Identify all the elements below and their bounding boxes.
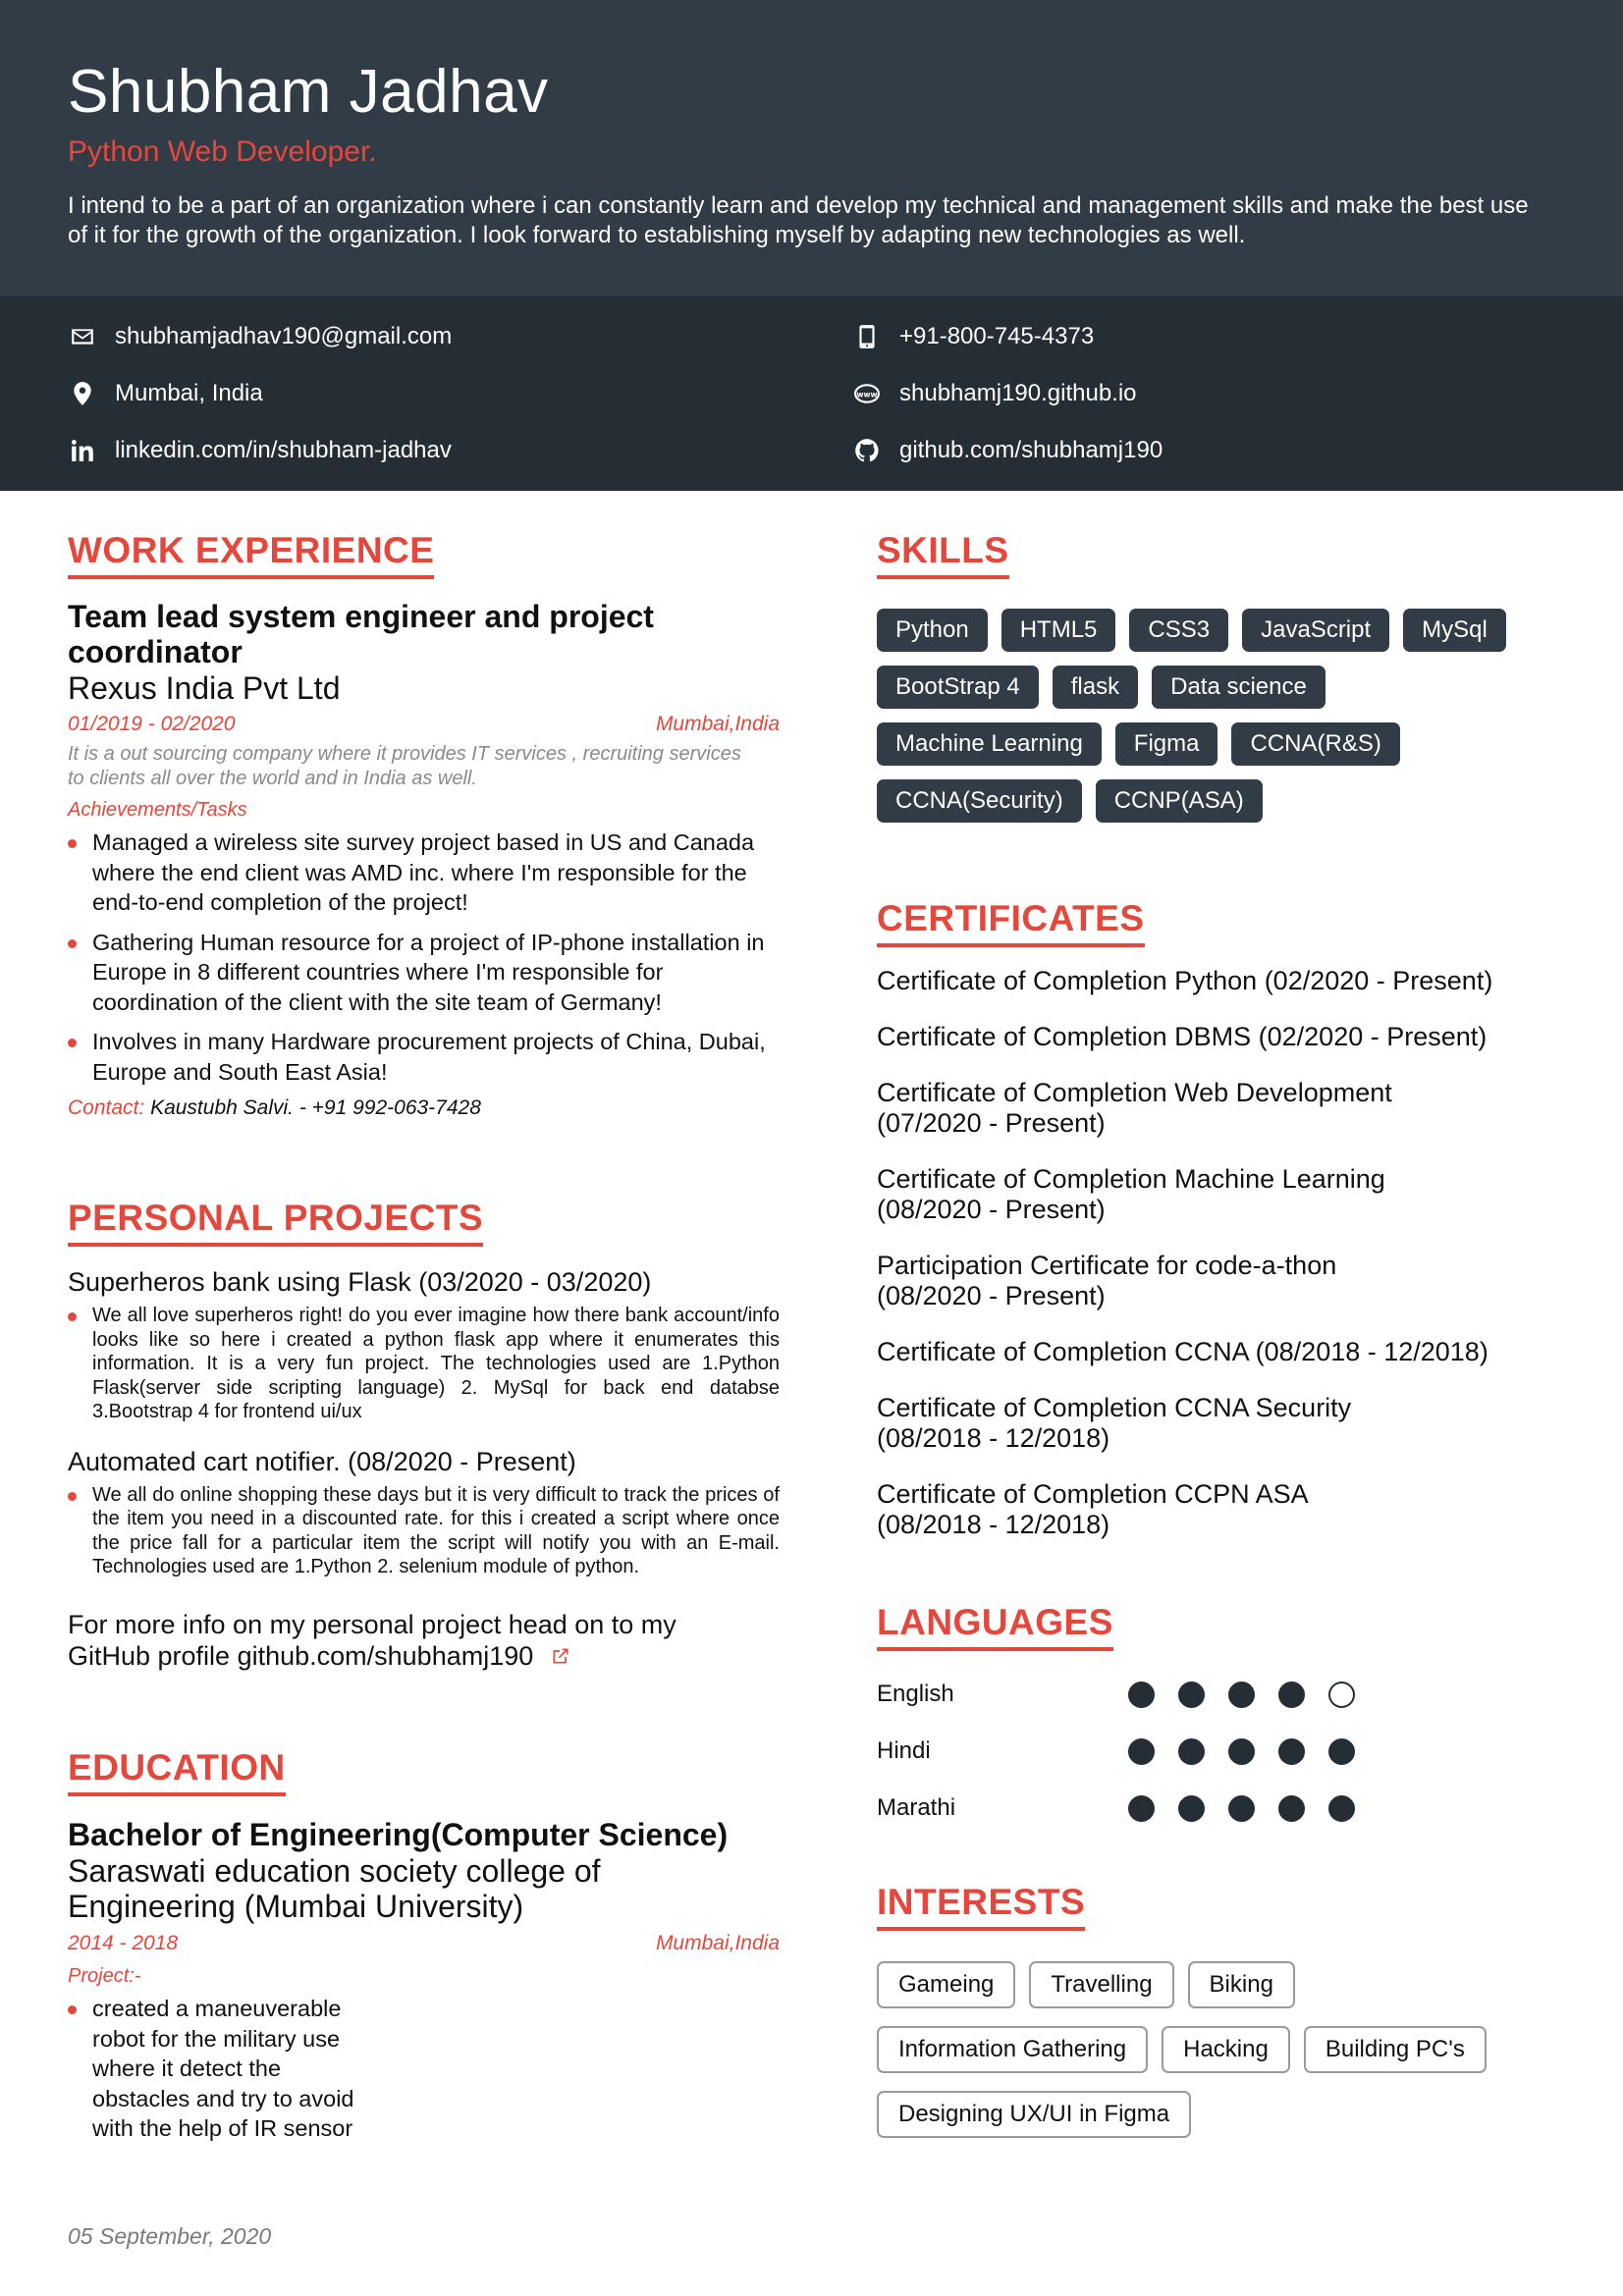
interests-heading: INTERESTS — [877, 1882, 1085, 1931]
level-dot-filled — [1328, 1738, 1355, 1765]
work-entry — [68, 599, 780, 1120]
reference-contact-label: Contact: — [68, 1096, 145, 1119]
skill-tag: Figma — [1115, 722, 1218, 766]
skills-list — [877, 609, 1525, 823]
certificate-item: Certificate of Completion Web Development (07/2020 - Present) — [877, 1078, 1392, 1138]
more-info-text[interactable]: For more info on my personal project head on to my GitHub profile github.com/shubhamj190 — [68, 1609, 676, 1671]
linkedin-icon — [68, 436, 97, 465]
work-experience-heading: WORK EXPERIENCE — [68, 530, 434, 579]
project-title: Automated cart notifier. (08/2020 - Present) — [68, 1446, 576, 1476]
level-dot-filled — [1178, 1738, 1205, 1765]
website-text: shubhamj190.github.io — [899, 380, 1137, 406]
summary: I intend to be a part of an organization where i can constantly learn and develop my technical and management skills and make the best use of it for the growth of the organization. I look forward to establishing myself by adapting new technologies as well. — [68, 192, 1529, 248]
skill-tag: flask — [1053, 666, 1138, 709]
level-dot-filled — [1128, 1682, 1155, 1708]
skill-tag: Machine Learning — [877, 722, 1102, 766]
interest-tag: Gameing — [877, 1961, 1015, 2008]
skill-tag: BootStrap 4 — [877, 666, 1039, 709]
www-globe-icon — [852, 379, 882, 408]
education-location: Mumbai,India — [655, 1932, 780, 1954]
header — [0, 0, 1623, 296]
level-dot-filled — [1278, 1682, 1305, 1708]
interest-tag: Travelling — [1029, 1961, 1173, 2008]
footer-date: 05 September, 2020 — [68, 2223, 272, 2249]
achievements-list — [68, 828, 780, 1087]
certificates-heading: CERTIFICATES — [877, 898, 1145, 947]
phone-text: +91-800-745-4373 — [899, 323, 1095, 349]
certificate-item: Certificate of Completion Machine Learning (08/2020 - Present) — [877, 1164, 1385, 1224]
education-dates: 2014 - 2018 — [68, 1932, 179, 1954]
github-icon — [852, 436, 882, 465]
level-dot-filled — [1178, 1682, 1205, 1708]
level-dot-empty — [1328, 1682, 1355, 1708]
language-name: Hindi — [877, 1737, 931, 1764]
level-dot-filled — [1228, 1738, 1255, 1765]
contact-bar — [0, 296, 1623, 491]
education-heading: EDUCATION — [68, 1747, 286, 1796]
contact-phone[interactable] — [852, 322, 1094, 351]
interest-tag: Biking — [1188, 1961, 1295, 2008]
list-item: created a maneuverable robot for the military use where it detect the obstacles and try to avoid with the help of IR sensor — [68, 1994, 382, 2144]
projects-list — [68, 1266, 780, 1673]
list-item: Involves in many Hardware procurement projects of China, Dubai, Europe and South East Asia! — [68, 1027, 780, 1087]
language-row — [877, 1732, 1387, 1771]
svg-text:www: www — [856, 390, 878, 400]
skill-tag: CSS3 — [1129, 609, 1228, 652]
list-item: Managed a wireless site survey project based in US and Canada where the end client was AMD inc. where I'm responsible for the end-to-end completion of the project! — [68, 828, 780, 918]
job-title: Team lead system engineer and project coordinator — [68, 599, 654, 669]
education-entry — [68, 1816, 780, 2154]
contact-website[interactable] — [852, 379, 1137, 408]
project-bullets — [68, 1483, 780, 1579]
interests-list — [877, 1961, 1525, 2138]
skills-heading: SKILLS — [877, 530, 1009, 579]
level-dot-filled — [1278, 1738, 1305, 1765]
personal-projects-heading: PERSONAL PROJECTS — [68, 1198, 483, 1247]
level-dot-filled — [1128, 1738, 1155, 1765]
level-dot-filled — [1228, 1795, 1255, 1822]
certificate-item: Certificate of Completion Python (02/2020 - Present) — [877, 966, 1493, 995]
envelope-icon — [68, 322, 97, 351]
interest-tag: Designing UX/UI in Figma — [877, 2091, 1191, 2138]
skill-tag: MySql — [1403, 609, 1506, 652]
languages-heading: LANGUAGES — [877, 1602, 1113, 1651]
certificate-item: Participation Certificate for code-a-thon (08/2020 - Present) — [877, 1251, 1337, 1310]
skill-tag: CCNA(R&S) — [1231, 722, 1399, 766]
email-text: shubhamjadhav190@gmail.com — [115, 323, 453, 349]
more-info — [68, 1609, 735, 1674]
work-location: Mumbai,India — [655, 713, 780, 735]
skill-tag: JavaScript — [1242, 609, 1389, 652]
company-name: Rexus India Pvt Ltd — [68, 670, 341, 706]
level-dot-filled — [1178, 1795, 1205, 1822]
degree: Bachelor of Engineering(Computer Science) — [68, 1817, 729, 1852]
school-name: Saraswati education society college of Engineering (Mumbai University) — [68, 1853, 601, 1924]
github-text: github.com/shubhamj190 — [899, 437, 1163, 463]
work-dates: 01/2019 - 02/2020 — [68, 713, 236, 735]
language-row — [877, 1675, 1387, 1714]
interest-tag: Information Gathering — [877, 2026, 1148, 2073]
project-bullets — [68, 1304, 780, 1424]
level-dot-filled — [1228, 1682, 1255, 1708]
contact-location — [68, 379, 263, 408]
contact-linkedin[interactable] — [68, 436, 452, 465]
work-date-row — [68, 713, 780, 736]
candidate-role: Python Web Developer. — [68, 135, 377, 168]
languages-list — [877, 1675, 1387, 1821]
language-name: English — [877, 1681, 954, 1707]
language-row — [877, 1789, 1387, 1828]
skill-tag: CCNP(ASA) — [1096, 779, 1263, 823]
language-name: Marathi — [877, 1794, 956, 1821]
contact-github[interactable] — [852, 436, 1163, 465]
interest-tag: Hacking — [1162, 2026, 1290, 2073]
project-label: Project:- — [68, 1965, 141, 1987]
certificate-item: Certificate of Completion CCPN ASA (08/2018 - 12/2018) — [877, 1479, 1309, 1539]
skill-tag: Python — [877, 609, 988, 652]
level-dot-filled — [1328, 1795, 1355, 1822]
external-link-icon[interactable] — [551, 1641, 570, 1673]
linkedin-text: linkedin.com/in/shubham-jadhav — [115, 437, 452, 463]
contact-email[interactable] — [68, 322, 452, 351]
company-description: It is a out sourcing company where it provides IT services , recruiting services to clients all over the world and in India as well. — [68, 743, 741, 789]
language-level — [1128, 1795, 1355, 1822]
achievements-label: Achievements/Tasks — [68, 799, 247, 821]
project-title: Superheros bank using Flask (03/2020 - 03/2020) — [68, 1267, 652, 1297]
skill-tag: HTML5 — [1001, 609, 1116, 652]
location-text: Mumbai, India — [115, 380, 263, 406]
project-description: We all do online shopping these days but it is very difficult to track the prices of the item you need in a discounted rate. for this i created a script where once the price fall for a particular item the script will notify you with an E-mail. Technologies used are 1.Python 2. selenium module of python. — [68, 1483, 780, 1579]
skill-tag: Data science — [1152, 666, 1325, 709]
skill-tag: CCNA(Security) — [877, 779, 1082, 823]
candidate-name: Shubham Jadhav — [68, 58, 549, 126]
map-pin-icon — [68, 379, 97, 408]
education-date-row — [68, 1932, 780, 1955]
language-level — [1128, 1738, 1355, 1765]
level-dot-filled — [1278, 1795, 1305, 1822]
language-level — [1128, 1682, 1355, 1708]
certificate-item: Certificate of Completion CCNA (08/2018 - 12/2018) — [877, 1337, 1488, 1366]
certificate-item: Certificate of Completion DBMS (02/2020 - Present) — [877, 1022, 1488, 1051]
project-description: We all love superheros right! do you ever imagine how there bank account/info looks like so here i created a python flask app where it enumerates this information. It is a very fun project. The technologies used are 1.Python Flask(server side scripting language) 2. MySql for back end databse 3.Bootstrap 4 for frontend ui/ux — [68, 1304, 780, 1424]
reference-contact — [68, 1096, 780, 1120]
reference-contact-value: Kaustubh Salvi. - +91 992-063-7428 — [150, 1096, 481, 1119]
level-dot-filled — [1128, 1795, 1155, 1822]
certificates-list — [877, 966, 1564, 1566]
interest-tag: Building PC's — [1304, 2026, 1487, 2073]
mobile-phone-icon — [852, 322, 882, 351]
list-item: Gathering Human resource for a project of IP-phone installation in Europe in 8 different countries where I'm responsible for coordination of the client with the site team of Germany! — [68, 928, 780, 1018]
education-project-list — [68, 1994, 382, 2144]
certificate-item: Certificate of Completion CCNA Security (08/2018 - 12/2018) — [877, 1393, 1352, 1453]
